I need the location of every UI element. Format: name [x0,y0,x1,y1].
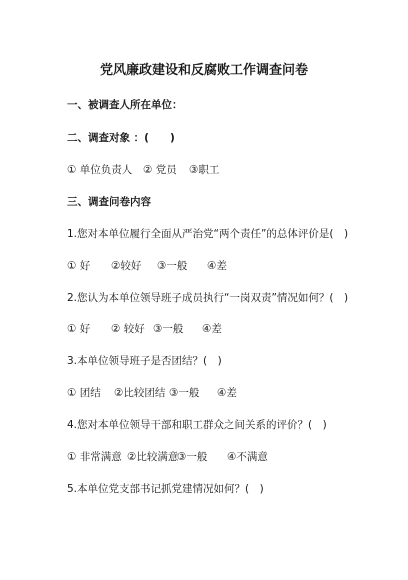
q4-option-2[interactable]: ②比较满意 [127,451,179,463]
q1-option-2[interactable]: ②较好 [111,260,142,272]
q2-option-1[interactable]: ① 好 [67,323,91,335]
question-4: 4.您对本单位领导干部和职工群众之间关系的评价？( ) [67,419,327,431]
q4-option-3[interactable]: ③一般 [177,451,208,463]
section-unit: 一、被调查人所在单位： [67,99,183,111]
question-2: 2.您认为本单位领导班子成员执行“一岗双责”情况如何？( ) [67,292,349,304]
q3-option-1[interactable]: ① 团结 [67,387,101,399]
q1-option-1[interactable]: ① 好 [67,260,91,272]
question-5: 5.本单位党支部书记抓党建情况如何？( ) [67,483,264,495]
q3-option-2[interactable]: ②比较团结 [114,387,166,399]
q1-option-3[interactable]: ③一般 [157,260,188,272]
q1-option-4[interactable]: ④差 [207,260,227,272]
q2-option-4[interactable]: ④差 [202,323,222,335]
respondent-option-1[interactable]: ① 单位负责人 [67,164,133,176]
respondent-option-2[interactable]: ② 党员 [143,164,177,176]
section-respondent: 二、调查对象 ：( ) [67,132,175,144]
respondent-option-3[interactable]: ③职工 [189,164,220,176]
document-title: 党风廉政建设和反腐败工作调查问卷 [99,63,308,78]
q3-option-3[interactable]: ③一般 [169,387,200,399]
q2-option-2[interactable]: ② 较好 [111,323,145,335]
section-content: 三、调查问卷内容 [67,196,151,208]
question-3: 3.本单位领导班子是否团结？( ) [67,355,222,367]
q3-option-4[interactable]: ④差 [217,387,237,399]
q4-option-1[interactable]: ① 非常满意 [67,451,122,463]
q2-option-3[interactable]: ③一般 [153,323,184,335]
question-1: 1.您对本单位履行全面从严治党“两个责任”的总体评价是( ) [67,228,349,240]
q4-option-4[interactable]: ④不满意 [227,451,268,463]
